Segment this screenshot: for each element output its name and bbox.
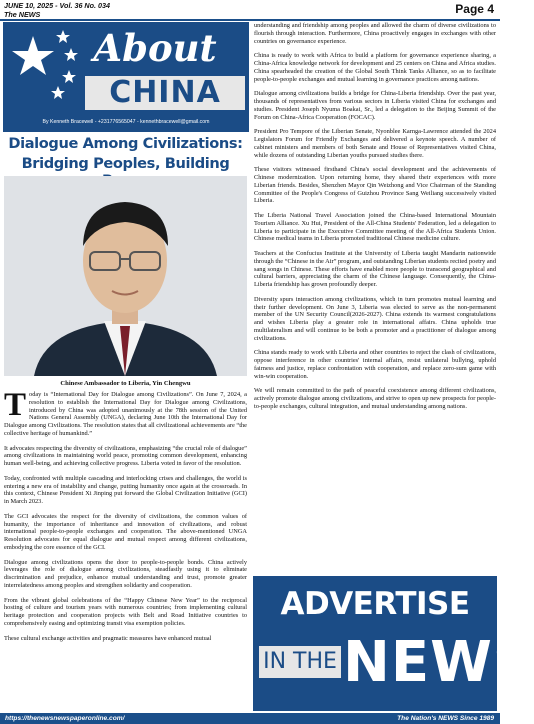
headline-line-2: Bridging Peoples, Building	[21, 155, 230, 172]
ad-in-the-text: IN THE	[259, 646, 341, 678]
ad-advertise-text: ADVERTISE	[280, 586, 470, 622]
footer-slogan: The Nation's NEWS Since 1989	[397, 715, 494, 722]
paragraph: President Pro Tempore of the Liberian Senate, Nyonblee Karnga-Lawrence attended the 2024 Legislators Forum for Friendly Exchanges and delivered a keynote speech. A number of cabinet ministers and members of both Senate and House of Representatives visited China, while dozens of outstanding Liberian youths pursued studies there.	[254, 128, 496, 159]
about-china-banner	[3, 22, 249, 132]
banner-china-text: CHINA	[85, 76, 245, 110]
banner-about-text: About	[93, 26, 217, 70]
paragraph: It advocates respecting the diversity of civilizations, emphasizing “the crucial role of dialogue” among civilizations in maintaining world peace, promoting common development, enhancing human well-being, and achieving collective progress. Liberia voted in favor of the resolution.	[4, 444, 247, 467]
paragraph: The GCI advocates the respect for the diversity of civilizations, the common values of humanity, the importance of inheritance and innovation of civilizations, and robust international people-to-people exchanges and cooperation. The above-mentioned UNGA Resolution advocates for equal dialogue and mutual respect among different civilizations, embodying the core essence of the GCI.	[4, 512, 247, 551]
ad-news-text: NEWS	[343, 630, 534, 695]
paragraph: Dialogue among civilizations builds a bridge for China-Liberia friendship. Over the past year, thousands of representatives from various sectors in Liberia visited China for exchanges and studies. President Joseph Nyuma Boakai, Sr., led a delegation to the Beijing Summit of the Forum on China-Africa Cooperation (FOCAC).	[254, 90, 496, 121]
advertise-in-the-news-ad[interactable]	[253, 576, 534, 711]
page-footer	[0, 713, 500, 724]
issue-header	[4, 2, 110, 19]
paragraph: Diversity spurs interaction among civilizations, which in turn promotes mutual learning and their further development. On June 3, Liberia was elected to serve as the non-permanent member of the UN Security Council(2026-2027). China extends its warmest congratulations and wishes Liberia play a greater role in international affairs. China upholds true multilateralism and will continue to be both a promoter and a practitioner of dialogue among civilizations.	[254, 295, 496, 342]
drop-cap: T	[4, 387, 27, 423]
article-left-column	[4, 387, 247, 649]
headline-line-1: Dialogue Among Civilizations:	[8, 135, 243, 152]
paragraph: The Liberia National Travel Association joined the China-based International Mountain Tourism Alliance. Xu Hui, President of the All-China Students' Federation, led a delegation to Liberia to participate in the Executive Committee meeting of the All-Africa Students Union. Chinese medical teams in Liberia promoted traditional Chinese medicine culture.	[254, 212, 496, 243]
header-divider	[0, 19, 500, 21]
ambassador-photo	[4, 176, 247, 376]
paragraph: We will remain committed to the path of peaceful coexistence among different civilizations, actively promote dialogue among civilizations, and strive to open up new prospects for people-to-people exchanges, cultural integration, and mutual understanding among nations.	[254, 387, 496, 410]
paragraph: Teachers at the Confucius Institute at the University of Liberia taught Mandarin nationwide through the “Chinese in the Air” program, and outstanding Liberian students recited poetry and sang songs in Chinese. These efforts have enabled more people to transcend geographical and cultural barriers, appreciating the charm of the Chinese language. Consequently, the China-Liberia friendship has grown profoundly deeper.	[254, 250, 496, 288]
paragraph: Today, confronted with multiple cascading and interlocking crises and challenges, the world is entering a new era of instability and change, putting humanity once again at the crossroads. In this context, Chinese President Xi Jinping put forward the Global Civilization Initiative (GCI) in March 2023.	[4, 474, 247, 505]
paragraph: These visitors witnessed firsthand China's social development and the achievements of Chinese modernization. Upon returning home, they shared their experiences with more Liberian friends. Besides, Shenzhen Mayor Qin Weizhong and Vice Chairman of the Standing Committee of the People's Congress of Guizhou Province Sang Weiliang successively visited Liberia.	[254, 166, 496, 205]
banner-byline: By Kenneth Bracewell - +231776565047 - kennethbracewell@gmail.com	[42, 119, 210, 125]
footer-website-link[interactable]: https://thenewsnewspaperonline.com/	[5, 715, 125, 722]
issue-date: JUNE 10, 2025 - Vol. 36 No. 034	[4, 1, 111, 10]
paper-name: The NEWS	[4, 9, 41, 19]
photo-caption: Chinese Ambassador to Liberia, Yin Chengwu	[60, 380, 191, 387]
article-right-column	[254, 22, 496, 418]
ambassador-portrait-image	[4, 176, 247, 376]
paragraph: Today is “International Day for Dialogue among Civilizations”. On June 7, 2024, a resolution to establish the International Day for Dialogue among Civilizations, introduced by China was adopted unanimously at the 78th session of the United Nations General Assembly (UNGA), declaring June 10th the International Day for Dialogue among Civilizations. The resolution states that all civilizational achievements are “the collective heritage of humankind.”	[4, 387, 247, 437]
paragraph: These cultural exchange activities and pragmatic measures have enhanced mutual	[4, 634, 212, 642]
paragraph: Dialogue among civilizations opens the door to people-to-people bonds. China actively leverages the role of dialogue among civilizations, steadfastly using it to eliminate discrimination and prejudice, enhance mutual understanding and trust, promote greater interrelatedness among peoples and strengthen solidarity and cooperation.	[4, 558, 247, 589]
paragraph: China is ready to work with Africa to build a platform for governance experience sharing, a China-Africa knowledge network for development and 25 centers on China and Africa studies. China spearheaded the creation of the Global South Think Tanks Alliance, so as to facilitate people-to-people exchanges and mutual learning in governance practices among nations.	[254, 52, 496, 83]
paragraph: understanding and friendship among peoples and allowed the charm of diverse civilizations to flourish through interaction. Furthermore, China proactively engages in exchanges with other countries on governance experience.	[254, 22, 496, 45]
paragraph: From the vibrant global celebrations of the “Happy Chinese New Year” to the reciprocal hosting of culture and tourism years with numerous countries; from implementing cultural heritage protection and cooperation projects with Belt and Road Initiative countries to comprehensively easing and optimizing transit visa exemption policies.	[4, 596, 247, 627]
paragraph: China stands ready to work with Liberia and other countries to reject the clash of civilizations, oppose interference in other countries' internal affairs, resist unilateral bullying, uphold fairness and justice, replace confrontation with cooperation, and replace zero-sum game with win-win cooperation.	[254, 349, 496, 380]
page-number: Page 4	[455, 2, 494, 16]
